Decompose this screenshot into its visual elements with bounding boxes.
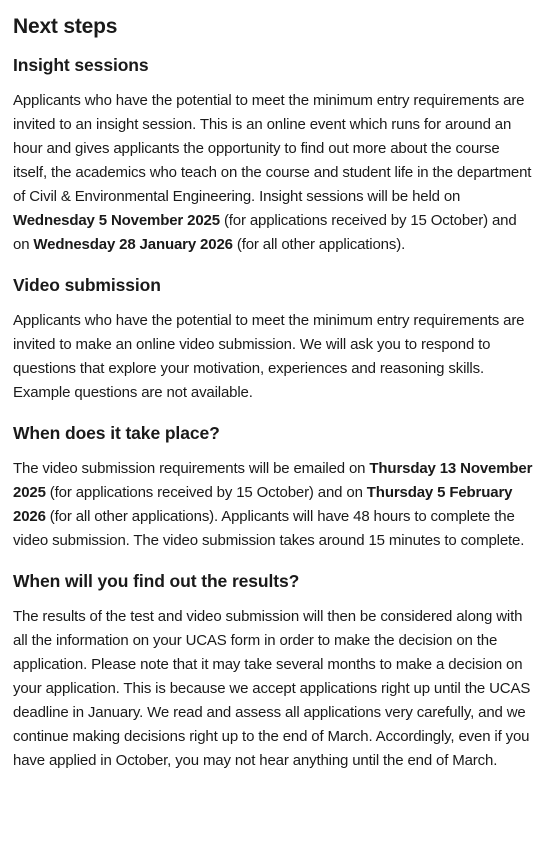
insight-text-2: (for applications received by 15 October) and on (13, 212, 517, 254)
when-text-1: The video submission requirements will be emailed on (13, 459, 370, 477)
insight-text-3: (for all other applications). (232, 236, 406, 254)
video-submission-paragraph (13, 309, 536, 405)
insight-text-1: Applicants who have the potential to meet the minimum entry requirements are invited to an insight session. This is an online event which runs for around an hour and gives applicants the opportunity to find out more about the course itself, the academics who teach on the course and student life in the department of Civil & Environmental Engineering. Insight sessions will be held on (13, 92, 532, 206)
insight-date-2: Wednesday 28 January 2026 (33, 236, 233, 254)
when-does-it-take-place-heading: When does it take place? (13, 422, 220, 443)
when-text-3: (for all other applications). Applicants will have 48 hours to complete the video submission. The video submission takes around 15 minutes to complete. (13, 507, 525, 549)
results-text-1: The results of the test and video submission will then be considered along with all the information on your UCAS form in order to make the decision on the application. Please note that it may take several months to make a decision on your application. This is because we accept applications right up until the UCAS deadline in January. We read and assess all applications very carefully, and we continue making decisions right up to the end of March. Accordingly, even if you have applied in October, you may not hear anything until the end of March. (13, 607, 531, 769)
insight-sessions-paragraph (13, 89, 536, 257)
insight-sessions-heading: Insight sessions (13, 55, 149, 76)
insight-date-1: Wednesday 5 November 2025 (13, 212, 220, 230)
video-text-1: Applicants who have the potential to meet the minimum entry requirements are invited to make an online video submission. We will ask you to respond to questions that explore your motivation, experiences and reasoning skills. Example questions are not available. (13, 311, 525, 401)
when-text-2: (for applications received by 15 October) and on (45, 483, 367, 501)
results-heading: When will you find out the results? (13, 570, 300, 591)
when-does-it-take-place-paragraph (13, 457, 536, 553)
when-date-1: Thursday 13 November 2025 (13, 459, 533, 501)
when-date-2: Thursday 5 February 2026 (13, 483, 513, 525)
page-title: Next steps (13, 15, 118, 38)
video-submission-heading: Video submission (13, 275, 161, 296)
results-paragraph (13, 605, 536, 773)
